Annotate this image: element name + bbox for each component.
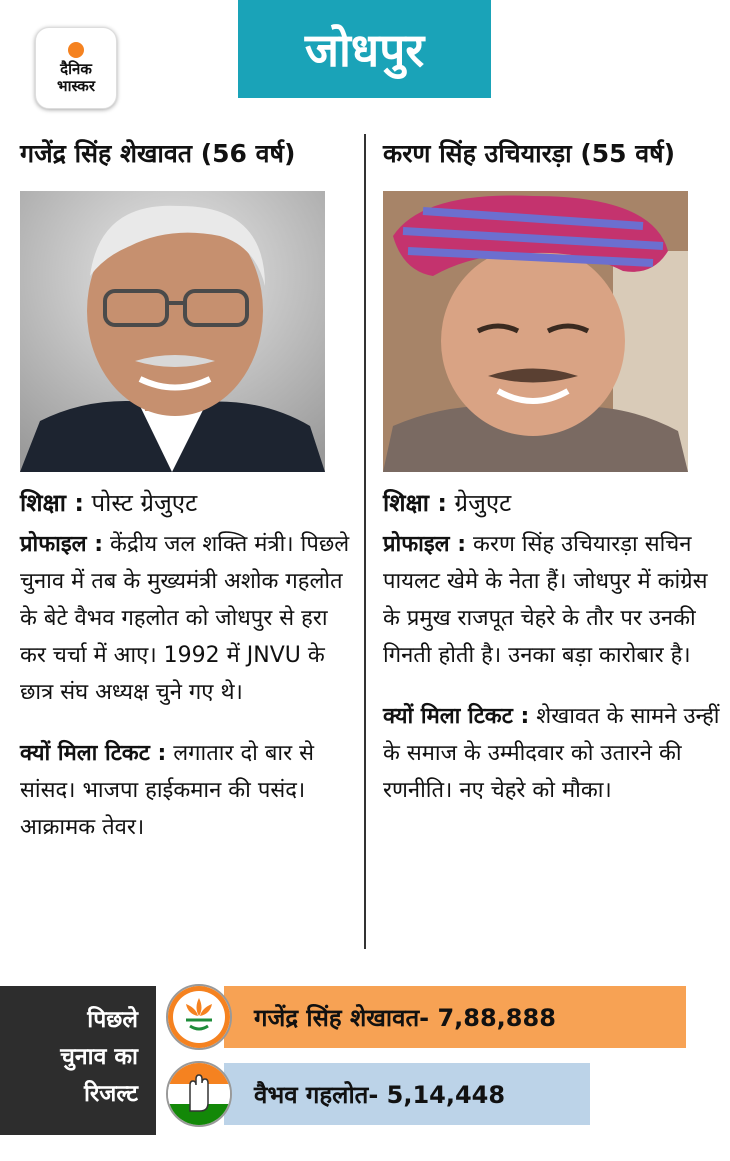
ticket-label: क्यों मिला टिकट :	[383, 704, 530, 729]
candidate-left	[20, 134, 358, 846]
result-label-line: चुनाव का	[60, 1044, 138, 1070]
education-value: ग्रेजुएट	[446, 489, 512, 517]
dainik-bhaskar-logo	[35, 27, 117, 109]
winner-result-bar	[224, 986, 686, 1048]
logo-line-1: दैनिक	[60, 59, 92, 78]
profile-text: करण सिंह उचियारड़ा सचिन पायलट खेमे के नेता हैं। जोधपुर में कांग्रेस के प्रमुख राजपूत चेहरे के तौर पर उनकी गिनती होती है। उनका बड़ा कारोबार है।	[383, 532, 708, 668]
runner-up-result-bar	[224, 1063, 590, 1125]
candidate-name: गजेंद्र सिंह शेखावत (56 वर्ष)	[20, 139, 296, 168]
city-title-box	[238, 0, 491, 98]
education-label: शिक्षा :	[383, 489, 447, 517]
ticket-reason	[20, 735, 358, 846]
result-label-line: रिजल्ट	[83, 1081, 138, 1107]
ticket-text: लगातार दो बार से सांसद। भाजपा हाईकमान की पसंद। आक्रामक तेवर।	[20, 741, 314, 840]
profile	[383, 526, 721, 674]
education-value: पोस्ट ग्रेजुएट	[83, 489, 198, 517]
ticket-text: शेखावत के सामने उन्हीं के समाज के उम्मीदवार को उतारने की रणनीति। नए चेहरे को मौका।	[383, 704, 720, 803]
candidate-photo	[20, 191, 325, 472]
winner-result: गजेंद्र सिंह शेखावत- 7,88,888	[254, 1003, 556, 1032]
column-divider	[364, 134, 366, 949]
previous-result-label	[0, 986, 156, 1135]
runner-up-result: वैभव गहलोत- 5,14,448	[254, 1080, 506, 1109]
profile-label: प्रोफाइल :	[20, 532, 104, 557]
profile-label: प्रोफाइल :	[383, 532, 467, 557]
education	[20, 484, 358, 522]
candidate-name: करण सिंह उचियारड़ा (55 वर्ष)	[383, 139, 676, 168]
result-label-line: पिछले	[87, 1007, 138, 1033]
bjp-lotus-icon	[166, 984, 232, 1050]
sun-icon	[68, 42, 84, 58]
ticket-reason	[383, 698, 721, 809]
profile-text: केंद्रीय जल शक्ति मंत्री। पिछले चुनाव में तब के मुख्यमंत्री अशोक गहलोत के बेटे वैभव गहलोत को जोधपुर से हरा कर चर्चा में आए। 1992 में JNVU के छात्र संघ अध्यक्ष चुने गए थे।	[20, 532, 350, 705]
education	[383, 484, 721, 522]
logo-line-2: भास्कर	[57, 76, 95, 95]
education-label: शिक्षा :	[20, 489, 84, 517]
profile	[20, 526, 358, 711]
congress-hand-icon	[166, 1061, 232, 1127]
ticket-label: क्यों मिला टिकट :	[20, 741, 167, 766]
candidate-right	[383, 134, 721, 809]
city-title: जोधपुर	[304, 23, 425, 77]
candidate-photo	[383, 191, 688, 472]
